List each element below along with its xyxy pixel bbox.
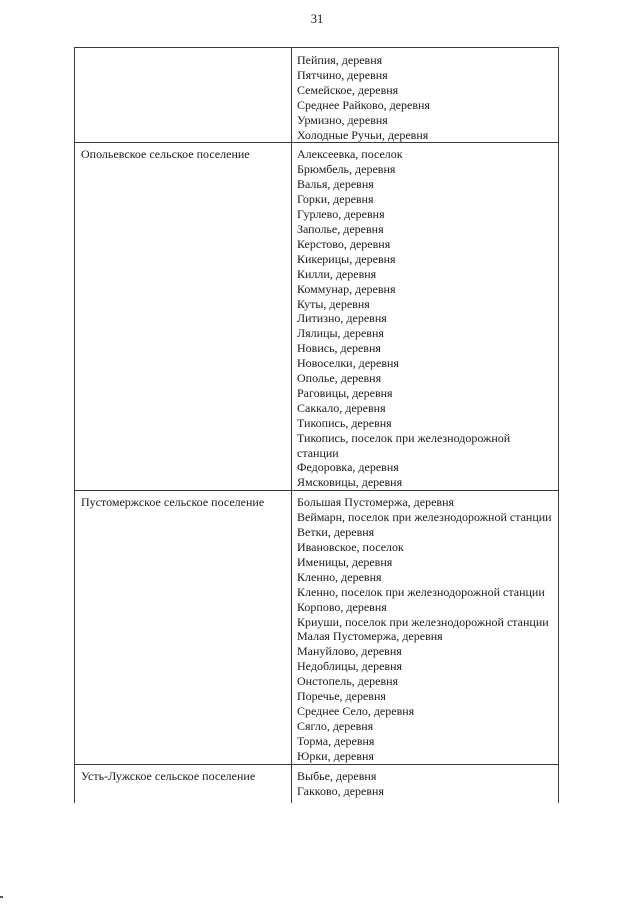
place-item: Именицы, деревня (297, 554, 393, 569)
place-item: Малая Пустомержа, деревня (297, 629, 443, 644)
table-row (75, 491, 559, 764)
place-item: Пейпия, деревня (297, 53, 383, 67)
place-item: Ивановское, поселок (297, 540, 404, 554)
place-item: Урмизно, деревня (297, 112, 388, 127)
place-item: Холодные Ручьи, деревня (297, 127, 429, 142)
place-item: Гакково, деревня (297, 783, 384, 798)
settlement-cell (75, 764, 292, 803)
place-item: Горки, деревня (297, 192, 374, 207)
place-item: Керстово, деревня (297, 236, 391, 251)
place-item: Среднее Райково, деревня (297, 97, 430, 112)
place-item: Мануйлово, деревня (297, 644, 402, 659)
place-item: Тикопись, поселок при железнодорожной станции (297, 430, 511, 460)
place-item: Валья, деревня (297, 177, 374, 192)
place-item: Ямсковицы, деревня (297, 475, 403, 490)
place-item: Криуши, поселок при железнодорожной станции (297, 614, 549, 629)
table-row (75, 143, 559, 491)
place-item: Коммунар, деревня (297, 281, 396, 296)
places-cell (292, 764, 559, 803)
place-item: Куты, деревня (297, 296, 370, 311)
place-item: Килли, деревня (297, 266, 377, 281)
place-item: Онстопель, деревня (297, 674, 399, 689)
place-item: Новись, деревня (297, 341, 381, 356)
place-item: Юрки, деревня (297, 748, 374, 763)
page-number: 31 (310, 12, 324, 26)
settlements-table (74, 47, 559, 803)
place-item: Литизно, деревня (297, 311, 387, 326)
place-item: Саккало, деревня (297, 400, 386, 415)
place-item: Большая Пустомержа, деревня (297, 495, 455, 510)
place-item: Недоблицы, деревня (297, 659, 403, 674)
place-item: Тикопись, деревня (297, 415, 392, 430)
places-cell (292, 491, 559, 764)
place-item: Пятчино, деревня (297, 67, 388, 82)
table-row (75, 48, 559, 143)
table-row (75, 764, 559, 803)
place-item: Кленно, деревня (297, 569, 382, 584)
place-item: Кленно, поселок при железнодорожной станции (297, 584, 545, 599)
place-item: Ветки, деревня (297, 525, 375, 540)
places-cell (292, 143, 559, 491)
margin-mark (0, 896, 3, 898)
place-item: Поречье, деревня (297, 689, 386, 704)
place-item: Кикерицы, деревня (297, 251, 396, 266)
settlement-name: Усть-Лужское сельское поселение (81, 768, 256, 783)
place-item: Новоселки, деревня (297, 356, 399, 371)
place-item: Лялицы, деревня (297, 326, 384, 341)
place-item: Ополье, деревня (297, 371, 382, 386)
place-item: Заполье, деревня (297, 221, 384, 236)
place-item: Раговицы, деревня (297, 385, 393, 400)
settlements-table-body (75, 48, 559, 803)
place-item: Среднее Село, деревня (297, 703, 415, 718)
settlement-name: Опольевское сельское поселение (81, 147, 250, 162)
place-item: Выбье, деревня (297, 768, 377, 783)
place-item: Гурлево, деревня (297, 207, 385, 222)
settlement-cell (75, 491, 292, 764)
settlement-name: Пустомержское сельское поселение (81, 495, 265, 510)
place-item: Брюмбель, деревня (297, 162, 396, 177)
settlement-cell (75, 48, 292, 143)
place-item: Семейское, деревня (297, 82, 399, 97)
places-cell (292, 48, 559, 143)
place-item: Корпово, деревня (297, 599, 387, 614)
place-item: Торма, деревня (297, 733, 375, 748)
place-item: Сягло, деревня (297, 718, 374, 733)
place-item: Веймарн, поселок при железнодорожной станции (297, 510, 552, 525)
place-item: Алексеевка, поселок (297, 147, 403, 162)
settlement-cell (75, 143, 292, 491)
place-item: Федоровка, деревня (297, 460, 399, 475)
